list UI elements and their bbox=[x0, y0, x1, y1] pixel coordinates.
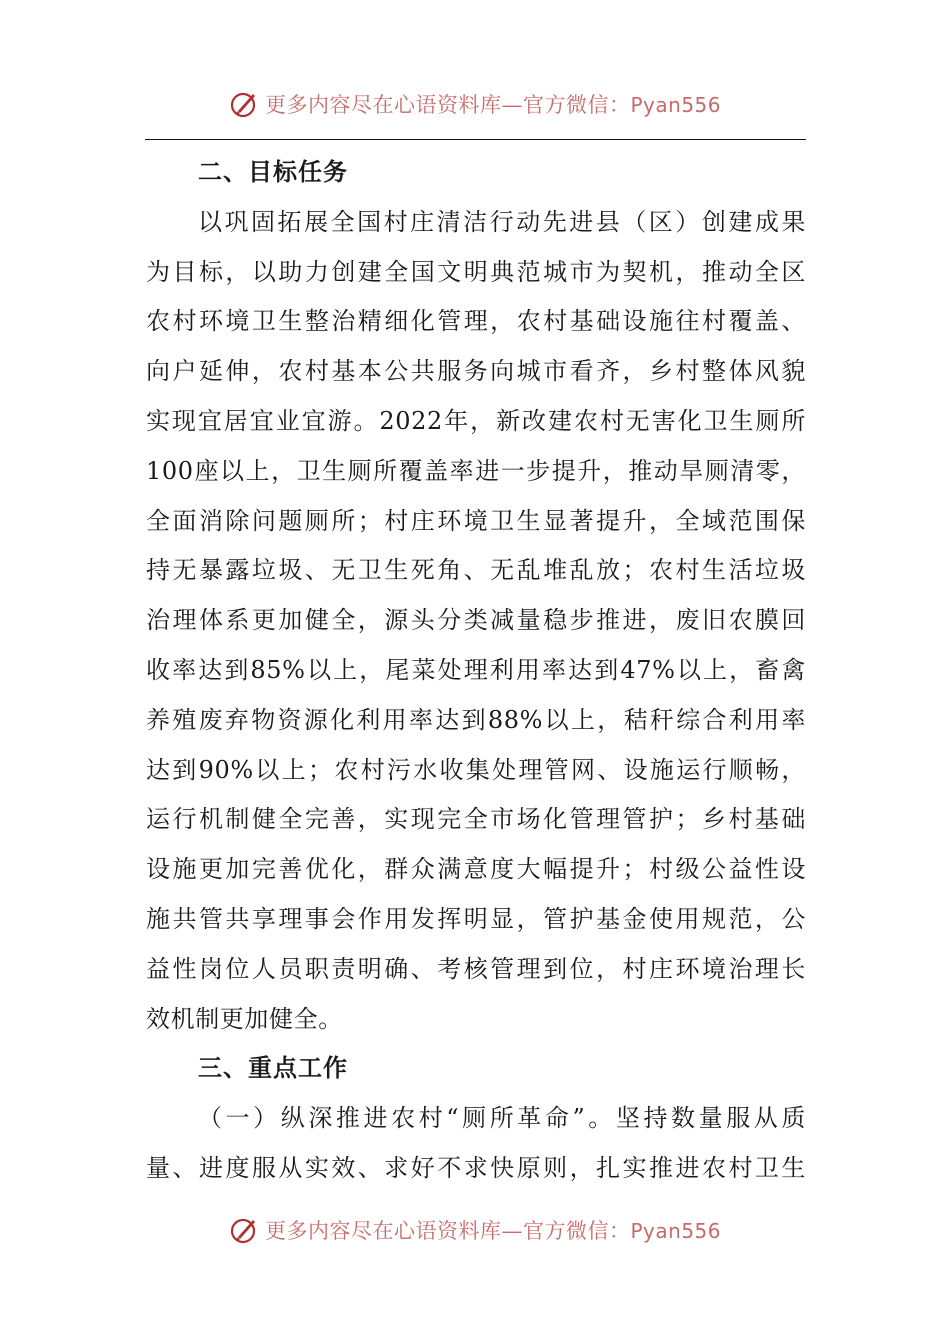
quill-pen-logo-icon bbox=[229, 89, 259, 119]
section-heading: 三、重点工作 bbox=[198, 1054, 348, 1083]
paragraph-line: 治理体系更加健全，源头分类减量稳步推进，废旧农膜回 bbox=[146, 606, 806, 635]
paragraph-line: 养殖废弃物资源化利用率达到88%以上，秸秆综合利用率 bbox=[146, 705, 806, 734]
quill-pen-logo-icon bbox=[229, 1215, 259, 1245]
section-heading: 二、目标任务 bbox=[198, 158, 348, 186]
paragraph-line: （一）纵深推进农村“厕所革命”。坚持数量服从质 bbox=[198, 1104, 806, 1133]
paragraph-line: 效机制更加健全。 bbox=[146, 1004, 343, 1033]
document-body bbox=[146, 148, 806, 1194]
paragraph-line: 达到90%以上；农村污水收集处理管网、设施运行顺畅， bbox=[146, 755, 806, 784]
paragraph-line: 收率达到85%以上，尾菜处理利用率达到47%以上，畜禽 bbox=[146, 655, 806, 684]
paragraph-line: 施共管共享理事会作用发挥明显，管护基金使用规范，公 bbox=[146, 904, 806, 933]
paragraph-line: 以巩固拓展全国村庄清洁行动先进县（区）创建成果 bbox=[198, 207, 806, 236]
paragraph-line: 为目标，以助力创建全国文明典范城市为契机，推动全区 bbox=[146, 257, 806, 286]
paragraph-line: 100座以上，卫生厕所覆盖率进一步提升，推动旱厕清零， bbox=[146, 456, 806, 485]
paragraph-line: 持无暴露垃圾、无卫生死角、无乱堆乱放；农村生活垃圾 bbox=[146, 556, 806, 585]
watermark-text: 更多内容尽在心语资料库—官方微信：Pyan556 bbox=[264, 1219, 721, 1243]
paragraph-line: 全面消除问题厕所；村庄环境卫生显著提升，全域范围保 bbox=[146, 506, 806, 535]
paragraph-line: 实现宜居宜业宜游。2022年，新改建农村无害化卫生厕所 bbox=[146, 406, 806, 435]
paragraph-line: 农村环境卫生整治精细化管理，农村基础设施往村覆盖、 bbox=[146, 307, 806, 336]
paragraph-line: 设施更加完善优化，群众满意度大幅提升；村级公益性设 bbox=[146, 855, 806, 884]
header-watermark bbox=[0, 84, 950, 124]
header-rule bbox=[145, 139, 806, 140]
watermark-text: 更多内容尽在心语资料库—官方微信：Pyan556 bbox=[264, 93, 721, 117]
footer-watermark bbox=[0, 1210, 950, 1250]
wechat-id: Pyan556 bbox=[630, 1219, 721, 1243]
paragraph-line: 向户延伸，农村基本公共服务向城市看齐，乡村整体风貌 bbox=[146, 357, 806, 386]
wechat-id: Pyan556 bbox=[630, 93, 721, 117]
paragraph-line: 运行机制健全完善，实现完全市场化管理管护；乡村基础 bbox=[146, 805, 806, 834]
paragraph-line: 益性岗位人员职责明确、考核管理到位，村庄环境治理长 bbox=[146, 954, 806, 983]
paragraph-line: 量、进度服从实效、求好不求快原则，扎实推进农村卫生 bbox=[146, 1153, 806, 1182]
